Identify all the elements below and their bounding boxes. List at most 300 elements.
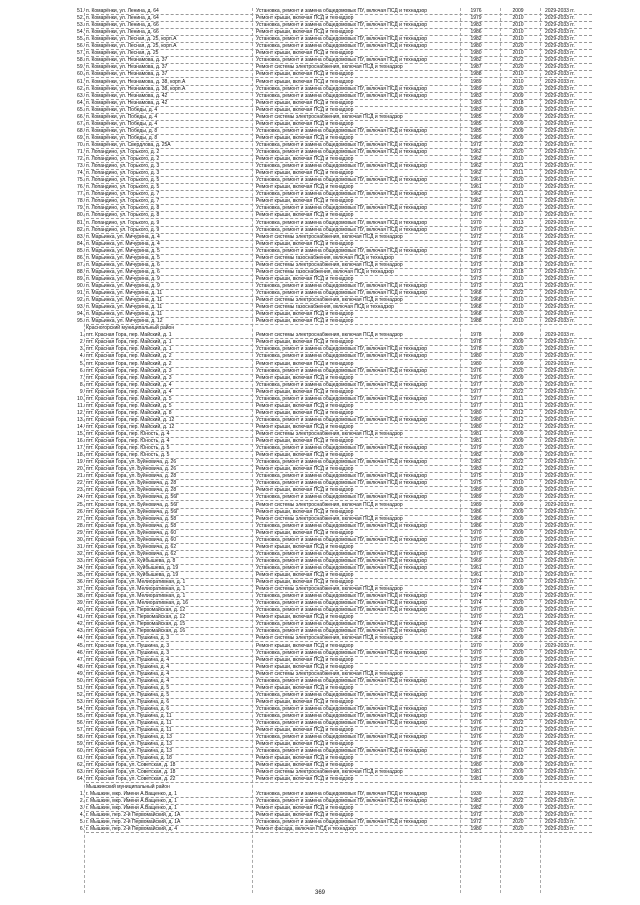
table-row (0, 614, 640, 621)
row-number: 5. (79, 360, 84, 367)
work-type-cell: Установка, ремонт и замена общедомовых ПУ, включая ПСД и технадзор (256, 818, 428, 825)
row-number: 57. (77, 50, 84, 57)
address-cell: п. Комарёнки, ул. Ленина, д. 66 (86, 29, 159, 36)
address-cell: г. Мышкин, пер. 2-й Первомайский, д. 1А (86, 818, 181, 825)
planned-period-cell: 2029-2033 гг. (545, 494, 575, 501)
row-number: 15. (77, 431, 84, 437)
last-repair-year-cell: 2010 (512, 564, 524, 571)
planned-period-cell: 2029-2033 гг. (545, 402, 575, 409)
table-row (0, 487, 640, 494)
planned-period-cell: 2029-2033 гг. (545, 71, 575, 78)
planned-period-cell: 2029-2033 гг. (545, 473, 575, 480)
address-cell: п. Комарёнки, ул. Лесная, д. 25 (86, 50, 159, 57)
table-row (0, 198, 640, 205)
year-built-cell: 1978 (470, 346, 482, 353)
row-number: 79. (77, 205, 84, 212)
work-type-cell: Ремонт системы электроснабжения, включая ПСД и технадзор (256, 332, 403, 339)
table-row (0, 304, 640, 311)
last-repair-year-cell: 2010 (512, 748, 524, 755)
year-built-cell: 1973 (470, 705, 482, 712)
row-number: 35. (77, 572, 84, 578)
table-row (0, 699, 640, 706)
planned-period-cell: 2029-2033 гг. (545, 205, 575, 212)
work-type-cell: Ремонт крыши, включая ПСД и технадзор (256, 727, 354, 734)
work-type-cell: Ремонт системы газоснабжения, включая ПСД и технадзор (256, 254, 394, 261)
row-number: 45. (77, 642, 84, 649)
row-number: 31. (77, 543, 84, 550)
row-number: 10. (77, 395, 84, 402)
table-row (0, 741, 640, 748)
address-cell: пгт. Красная Гора, ул. Пушкина, д. 13 (86, 748, 172, 755)
planned-period-cell: 2029-2033 гг. (545, 85, 575, 92)
row-number: 20. (77, 466, 84, 473)
last-repair-year-cell: 2009 (512, 529, 524, 536)
planned-period-cell: 2029-2033 гг. (545, 198, 575, 205)
last-repair-year-cell: 2009 (512, 769, 524, 776)
row-number: 1. (79, 790, 84, 797)
planned-period-cell: 2029-2033 гг. (545, 318, 575, 325)
year-built-cell: 1970 (470, 212, 482, 219)
address-cell: пгт. Красная Гора, ул. Пушкина, д. 4 (86, 663, 170, 670)
work-type-cell: Установка, ремонт и замена общедомовых ПУ, включая ПСД и технадзор (256, 480, 428, 487)
row-number: 34. (77, 564, 84, 571)
address-cell: п. Комарёнки, ул. Незнамова, д. 37 (86, 64, 168, 71)
table-row (0, 664, 640, 671)
planned-period-cell: 2029-2033 гг. (545, 170, 575, 177)
year-built-cell: 1989 (470, 501, 482, 508)
work-type-cell: Ремонт крыши, включая ПСД и технадзор (256, 741, 354, 748)
row-number: 51. (77, 8, 84, 14)
last-repair-year-cell: 2009 (512, 452, 524, 459)
table-row (0, 826, 640, 833)
work-type-cell: Установка, ремонт и замена общедомовых ПУ, включая ПСД и технадзор (256, 395, 428, 402)
planned-period-cell: 2029-2033 гг. (545, 219, 575, 226)
last-repair-year-cell: 2009 (512, 684, 524, 691)
row-number: 4. (79, 811, 84, 818)
last-repair-year-cell: 2020 (512, 734, 524, 741)
address-cell: пгт. Красная Гора, ул. Буйновича, д. 56Г (86, 508, 179, 515)
row-number: 36. (77, 579, 84, 586)
year-built-cell: 1961 (470, 572, 482, 578)
last-repair-year-cell: 2020 (512, 600, 524, 607)
row-number: 59. (77, 741, 84, 748)
year-built-cell: 1973 (470, 677, 482, 684)
year-built-cell: 1968 (470, 635, 482, 642)
planned-period-cell: 2029-2033 гг. (545, 282, 575, 289)
table-row (0, 748, 640, 755)
work-type-cell: Ремонт крыши, включая ПСД и технадзор (256, 388, 354, 395)
work-type-cell: Установка, ремонт и замена общедомовых ПУ, включая ПСД и технадзор (256, 600, 428, 607)
work-type-cell: Ремонт крыши, включая ПСД и технадзор (256, 29, 354, 36)
table-row (0, 93, 640, 100)
table-row (0, 516, 640, 523)
year-built-cell: 1976 (470, 727, 482, 734)
planned-period-cell: 2029-2033 гг. (545, 177, 575, 184)
table-row (0, 734, 640, 741)
row-number: 38. (77, 593, 84, 600)
year-built-cell: 1980 (470, 423, 482, 430)
planned-period-cell: 2029-2033 гг. (545, 741, 575, 748)
planned-period-cell: 2029-2033 гг. (545, 713, 575, 719)
year-built-cell: 1976 (470, 741, 482, 748)
last-repair-year-cell: 2010 (512, 297, 524, 304)
table-row (0, 248, 640, 255)
work-type-cell: Ремонт крыши, включая ПСД и технадзор (256, 776, 354, 783)
row-number: 95. (77, 318, 84, 325)
table-row (0, 466, 640, 473)
last-repair-year-cell: 2010 (512, 78, 524, 85)
year-built-cell: 1981 (470, 769, 482, 776)
address-cell: п. Марьинка, ул. Мичурина, д. 6 (86, 261, 160, 268)
row-number: 81. (77, 219, 84, 226)
year-built-cell: 1961 (470, 184, 482, 191)
work-type-cell: Ремонт крыши, включая ПСД и технадзор (256, 78, 354, 85)
row-number: 27. (77, 515, 84, 522)
last-repair-year-cell: 2009 (512, 607, 524, 614)
table-row (0, 586, 640, 593)
year-built-cell: 1988 (470, 318, 482, 325)
work-type-cell: Ремонт системы электроснабжения, включая ПСД и технадзор (256, 64, 403, 71)
planned-period-cell: 2029-2033 гг. (545, 600, 575, 607)
year-built-cell: 1973 (470, 656, 482, 663)
last-repair-year-cell: 2020 (512, 811, 524, 818)
planned-period-cell: 2029-2033 гг. (545, 670, 575, 677)
work-type-cell: Установка, ремонт и замена общедомовых ПУ, включая ПСД и технадзор (256, 621, 428, 628)
row-number: 2. (79, 339, 84, 346)
last-repair-year-cell: 2020 (512, 149, 524, 155)
row-number: 56. (77, 43, 84, 50)
address-cell: п. Комарёнки, ул. Незнамова, д. 42 (86, 99, 168, 106)
table-row (0, 389, 640, 396)
last-repair-year-cell: 2010 (512, 572, 524, 578)
address-cell: п. Марьинка, ул. Мичурина, д. 11 (86, 311, 163, 318)
row-number: 19. (77, 459, 84, 466)
year-built-cell: 1962 (470, 198, 482, 205)
work-type-cell: Ремонт крыши, включая ПСД и технадзор (256, 466, 354, 473)
address-cell: пгт. Красная Гора, ул. Буйновича, д. 26 (86, 459, 177, 466)
planned-period-cell: 2029-2033 гг. (545, 233, 575, 240)
year-built-cell: 1973 (470, 698, 482, 705)
planned-period-cell: 2029-2033 гг. (545, 501, 575, 508)
table-row (0, 15, 640, 22)
last-repair-year-cell: 2009 (512, 134, 524, 141)
address-cell: п. Комарёнки, ул. Незнамова, д. 37 (86, 57, 168, 64)
row-number: 6. (79, 825, 84, 832)
table-row (0, 86, 640, 93)
last-repair-year-cell: 2009 (512, 762, 524, 769)
table-row (0, 227, 640, 234)
row-number: 3. (79, 346, 84, 353)
row-number: 29. (77, 529, 84, 536)
year-built-cell: 1973 (470, 282, 482, 289)
year-built-cell: 1973 (470, 670, 482, 677)
year-built-cell: 1977 (470, 402, 482, 409)
table-row (0, 177, 640, 184)
planned-period-cell: 2029-2033 гг. (545, 586, 575, 593)
row-number: 3. (79, 804, 84, 811)
planned-period-cell: 2029-2033 гг. (545, 360, 575, 367)
row-number: 68. (77, 127, 84, 134)
work-type-cell: Ремонт крыши, включая ПСД и технадзор (256, 99, 354, 106)
work-type-cell: Ремонт крыши, включая ПСД и технадзор (256, 656, 354, 663)
row-number: 8. (79, 381, 84, 388)
table-row (0, 353, 640, 360)
work-type-cell: Ремонт крыши, включая ПСД и технадзор (256, 572, 354, 578)
table-row (0, 537, 640, 544)
last-repair-year-cell: 2009 (512, 438, 524, 445)
work-type-cell: Ремонт крыши, включая ПСД и технадзор (256, 508, 354, 515)
table-row (0, 382, 640, 389)
row-number: 61. (77, 755, 84, 762)
last-repair-year-cell: 2020 (512, 205, 524, 212)
work-type-cell: Установка, ремонт и замена общедомовых ПУ, включая ПСД и технадзор (256, 416, 428, 423)
year-built-cell: 1974 (470, 600, 482, 607)
address-cell: п. Лопандино, ул. Горького, д. 3 (86, 170, 160, 177)
last-repair-year-cell: 2020 (512, 177, 524, 184)
row-number: 42. (77, 621, 84, 628)
address-cell: пгт. Красная Гора, пер. Майский, д. 4 (86, 388, 172, 395)
table-row (0, 635, 640, 642)
address-cell: пгт. Красная Гора, пер. Майский, д. 1 (86, 346, 172, 353)
address-cell: п. Лопандино, ул. Горького, д. 2 (86, 149, 160, 155)
table-row (0, 544, 640, 551)
address-cell: п. Комарёнки, ул. Лесная, д. 25, корп.А (86, 36, 177, 43)
last-repair-year-cell: 2020 (512, 381, 524, 388)
address-cell: п. Марьинка, ул. Мичурина, д. 11 (86, 297, 163, 304)
table-row (0, 114, 640, 121)
table-row (0, 8, 640, 15)
row-number: 85. (77, 247, 84, 254)
row-number: 56. (77, 720, 84, 727)
year-built-cell: 1980 (470, 43, 482, 50)
planned-period-cell: 2029-2033 гг. (545, 635, 575, 642)
row-number: 7. (79, 374, 84, 381)
row-number: 41. (77, 614, 84, 621)
table-row (0, 339, 640, 346)
planned-period-cell: 2029-2033 гг. (545, 769, 575, 776)
planned-period-cell: 2029-2033 гг. (545, 254, 575, 261)
address-cell: п. Марьинка, ул. Мичурина, д. 11 (86, 290, 163, 296)
year-built-cell: 1976 (470, 684, 482, 691)
table-row (0, 621, 640, 628)
work-type-cell: Ремонт системы электроснабжения, включая ПСД и технадзор (256, 261, 403, 268)
table-row (0, 128, 640, 135)
planned-period-cell: 2029-2033 гг. (545, 304, 575, 311)
row-number: 25. (77, 501, 84, 508)
work-type-cell: Установка, ремонт и замена общедомовых ПУ, включая ПСД и технадзор (256, 247, 428, 254)
table-row (0, 502, 640, 509)
year-built-cell: 1975 (470, 480, 482, 487)
row-number: 54. (77, 705, 84, 712)
address-cell: пгт. Красная Гора, пер. Майский, д. 5 (86, 402, 172, 409)
last-repair-year-cell: 2020 (512, 628, 524, 635)
last-repair-year-cell: 2020 (512, 677, 524, 684)
work-type-cell: Ремонт крыши, включая ПСД и технадзор (256, 318, 354, 325)
year-built-cell: 1972 (470, 141, 482, 148)
work-type-cell: Установка, ремонт и замена общедомовых ПУ, включая ПСД и технадзор (256, 536, 428, 543)
address-cell: п. Комарёнки, ул. Незнамова, д. 42 (86, 92, 168, 99)
work-type-cell: Установка, ремонт и замена общедомовых ПУ, включая ПСД и технадзор (256, 36, 428, 43)
row-number: 72. (77, 156, 84, 163)
address-cell: пгт. Красная Гора, пер. Майский, д. 2 (86, 353, 172, 360)
page-number: 369 (314, 890, 325, 896)
address-cell: пгт. Красная Гора, ул. Буйновича, д. 28 (86, 473, 177, 480)
address-cell: пгт. Красная Гора, пер. Юность, д. 5 (86, 445, 170, 452)
planned-period-cell: 2029-2033 гг. (545, 677, 575, 684)
table-row (0, 135, 640, 142)
planned-period-cell: 2029-2033 гг. (545, 459, 575, 466)
planned-period-cell: 2029-2033 гг. (545, 99, 575, 106)
table-row (0, 600, 640, 607)
planned-period-cell: 2029-2033 гг. (545, 134, 575, 141)
row-number: 49. (77, 670, 84, 677)
planned-period-cell: 2029-2033 гг. (545, 127, 575, 134)
table-row (0, 791, 640, 798)
address-cell: п. Марьинка, ул. Мичурина, д. 5 (86, 254, 160, 261)
planned-period-cell: 2029-2033 гг. (545, 529, 575, 536)
address-cell: пгт. Красная Гора, ул. Пушкина, д. 5 (86, 684, 170, 691)
work-type-cell: Установка, ремонт и замена общедомовых ПУ, включая ПСД и технадзор (256, 353, 428, 360)
work-type-cell: Ремонт крыши, включая ПСД и технадзор (256, 811, 354, 818)
work-type-cell: Установка, ремонт и замена общедомовых ПУ, включая ПСД и технадзор (256, 734, 428, 741)
planned-period-cell: 2029-2033 гг. (545, 431, 575, 437)
year-built-cell: 1986 (470, 515, 482, 522)
address-cell: пгт. Красная Гора, ул. Куйбышева, д. 19 (86, 564, 179, 571)
last-repair-year-cell: 2020 (512, 825, 524, 832)
year-built-cell: 1985 (470, 127, 482, 134)
row-number: 53. (77, 22, 84, 29)
address-cell: пгт. Красная Гора, ул. Первомайская, д. 12 (86, 614, 186, 621)
table-row (0, 650, 640, 657)
work-type-cell: Ремонт крыши, включая ПСД и технадзор (256, 120, 354, 127)
table-row (0, 36, 640, 43)
address-cell: г. Мышкин, мкр. Имени А.Ващенко, д. 1 (86, 797, 177, 804)
work-type-cell: Ремонт крыши, включая ПСД и технадзор (256, 529, 354, 536)
table-row (0, 607, 640, 614)
year-built-cell: 1970 (470, 550, 482, 557)
planned-period-cell: 2029-2033 гг. (545, 536, 575, 543)
year-built-cell: 1983 (470, 99, 482, 106)
address-cell: п. Марьинка, ул. Мичурина, д. 9 (86, 275, 160, 282)
year-built-cell: 1962 (470, 170, 482, 177)
work-type-cell: Ремонт крыши, включая ПСД и технадзор (256, 487, 354, 494)
row-number: 93. (77, 304, 84, 311)
planned-period-cell: 2029-2033 гг. (545, 163, 575, 170)
address-cell: пгт. Красная Гора, ул. Пушкина, д. 18 (86, 755, 172, 762)
planned-period-cell: 2029-2033 гг. (545, 226, 575, 233)
work-type-cell: Ремонт крыши, включая ПСД и технадзор (256, 134, 354, 141)
planned-period-cell: 2029-2033 гг. (545, 621, 575, 628)
last-repair-year-cell: 2022 (512, 459, 524, 466)
year-built-cell: 1970 (470, 529, 482, 536)
work-type-cell: Ремонт крыши, включая ПСД и технадзор (256, 106, 354, 113)
last-repair-year-cell: 2009 (512, 120, 524, 127)
address-cell: пгт. Красная Гора, ул. Первомайская, д. 12 (86, 607, 186, 614)
table-row (0, 565, 640, 572)
year-built-cell: 1974 (470, 621, 482, 628)
last-repair-year-cell: 2020 (512, 550, 524, 557)
work-type-cell: Ремонт крыши, включая ПСД и технадзор (256, 240, 354, 247)
table-row (0, 494, 640, 501)
work-type-cell: Установка, ремонт и замена общедомовых ПУ, включая ПСД и технадзор (256, 282, 428, 289)
last-repair-year-cell: 2022 (512, 290, 524, 296)
work-type-cell: Ремонт системы электроснабжения, включая ПСД и технадзор (256, 670, 403, 677)
table-row (0, 727, 640, 734)
last-repair-year-cell: 2012 (512, 416, 524, 423)
row-number: 48. (77, 663, 84, 670)
planned-period-cell: 2029-2033 гг. (545, 184, 575, 191)
work-type-cell: Установка, ремонт и замена общедомовых ПУ, включая ПСД и технадзор (256, 85, 428, 92)
work-type-cell: Установка, ремонт и замена общедомовых ПУ, включая ПСД и технадзор (256, 713, 428, 719)
address-cell: п. Лопандино, ул. Горького, д. 9 (86, 219, 160, 226)
last-repair-year-cell: 2012 (512, 409, 524, 416)
address-cell: пгт. Красная Гора, ул. Буйновича, д. 28 (86, 487, 177, 494)
address-cell: пгт. Красная Гора, ул. Куйбышева, д. 8 (86, 557, 176, 564)
planned-period-cell: 2029-2033 гг. (545, 734, 575, 741)
year-built-cell: 1970 (470, 642, 482, 649)
last-repair-year-cell: 2020 (512, 43, 524, 50)
address-cell: пгт. Красная Гора, ул. Пушкина, д. 6 (86, 705, 170, 712)
planned-period-cell: 2029-2033 гг. (545, 367, 575, 374)
address-cell: пгт. Красная Гора, ул. Мелиоративная, д. 1 (86, 593, 186, 600)
work-type-cell: Ремонт крыши, включая ПСД и технадзор (256, 423, 354, 430)
work-type-cell: Ремонт системы электроснабжения, включая ПСД и технадзор (256, 431, 403, 437)
row-number: 43. (77, 628, 84, 635)
table-row (0, 297, 640, 304)
table-row (0, 657, 640, 664)
row-number: 14. (77, 423, 84, 430)
row-number: 61. (77, 78, 84, 85)
last-repair-year-cell: 2009 (512, 339, 524, 346)
table-row (0, 692, 640, 699)
work-type-cell: Установка, ремонт и замена общедомовых ПУ, включая ПСД и технадзор (256, 797, 428, 804)
table-row (0, 417, 640, 424)
last-repair-year-cell: 2022 (512, 790, 524, 797)
year-built-cell: 1978 (470, 254, 482, 261)
last-repair-year-cell: 2009 (512, 670, 524, 677)
last-repair-year-cell: 2020 (512, 85, 524, 92)
row-number: 66. (77, 113, 84, 120)
address-cell: пгт. Красная Гора, ул. Пушкина, д. 11 (86, 727, 172, 734)
year-built-cell: 1974 (470, 586, 482, 593)
year-built-cell: 1986 (470, 134, 482, 141)
work-type-cell: Установка, ремонт и замена общедомовых ПУ, включая ПСД и технадзор (256, 290, 428, 296)
table-row (0, 332, 640, 339)
year-built-cell: 1972 (470, 240, 482, 247)
planned-period-cell: 2029-2033 гг. (545, 572, 575, 578)
address-cell: пгт. Красная Гора, пер. Майский, д. 1 (86, 339, 172, 346)
year-built-cell: 1983 (470, 466, 482, 473)
work-type-cell: Ремонт крыши, включая ПСД и технадзор (256, 804, 354, 811)
last-repair-year-cell: 2010 (512, 22, 524, 29)
work-type-cell: Установка, ремонт и замена общедомовых ПУ, включая ПСД и технадзор (256, 550, 428, 557)
row-number: 40. (77, 607, 84, 614)
planned-period-cell: 2029-2033 гг. (545, 480, 575, 487)
last-repair-year-cell: 2009 (512, 579, 524, 586)
work-type-cell: Установка, ремонт и замена общедомовых ПУ, включая ПСД и технадзор (256, 8, 428, 14)
work-type-cell: Установка, ремонт и замена общедомовых ПУ, включая ПСД и технадзор (256, 691, 428, 698)
work-type-cell: Ремонт крыши, включая ПСД и технадзор (256, 311, 354, 318)
last-repair-year-cell: 2010 (512, 318, 524, 325)
work-type-cell: Ремонт крыши, включая ПСД и технадзор (256, 339, 354, 346)
row-number: 64. (77, 99, 84, 106)
last-repair-year-cell: 2022 (512, 141, 524, 148)
planned-period-cell: 2029-2033 гг. (545, 797, 575, 804)
row-number: 77. (77, 191, 84, 198)
row-number: 6. (79, 367, 84, 374)
table-row (0, 121, 640, 128)
planned-period-cell: 2029-2033 гг. (545, 29, 575, 36)
